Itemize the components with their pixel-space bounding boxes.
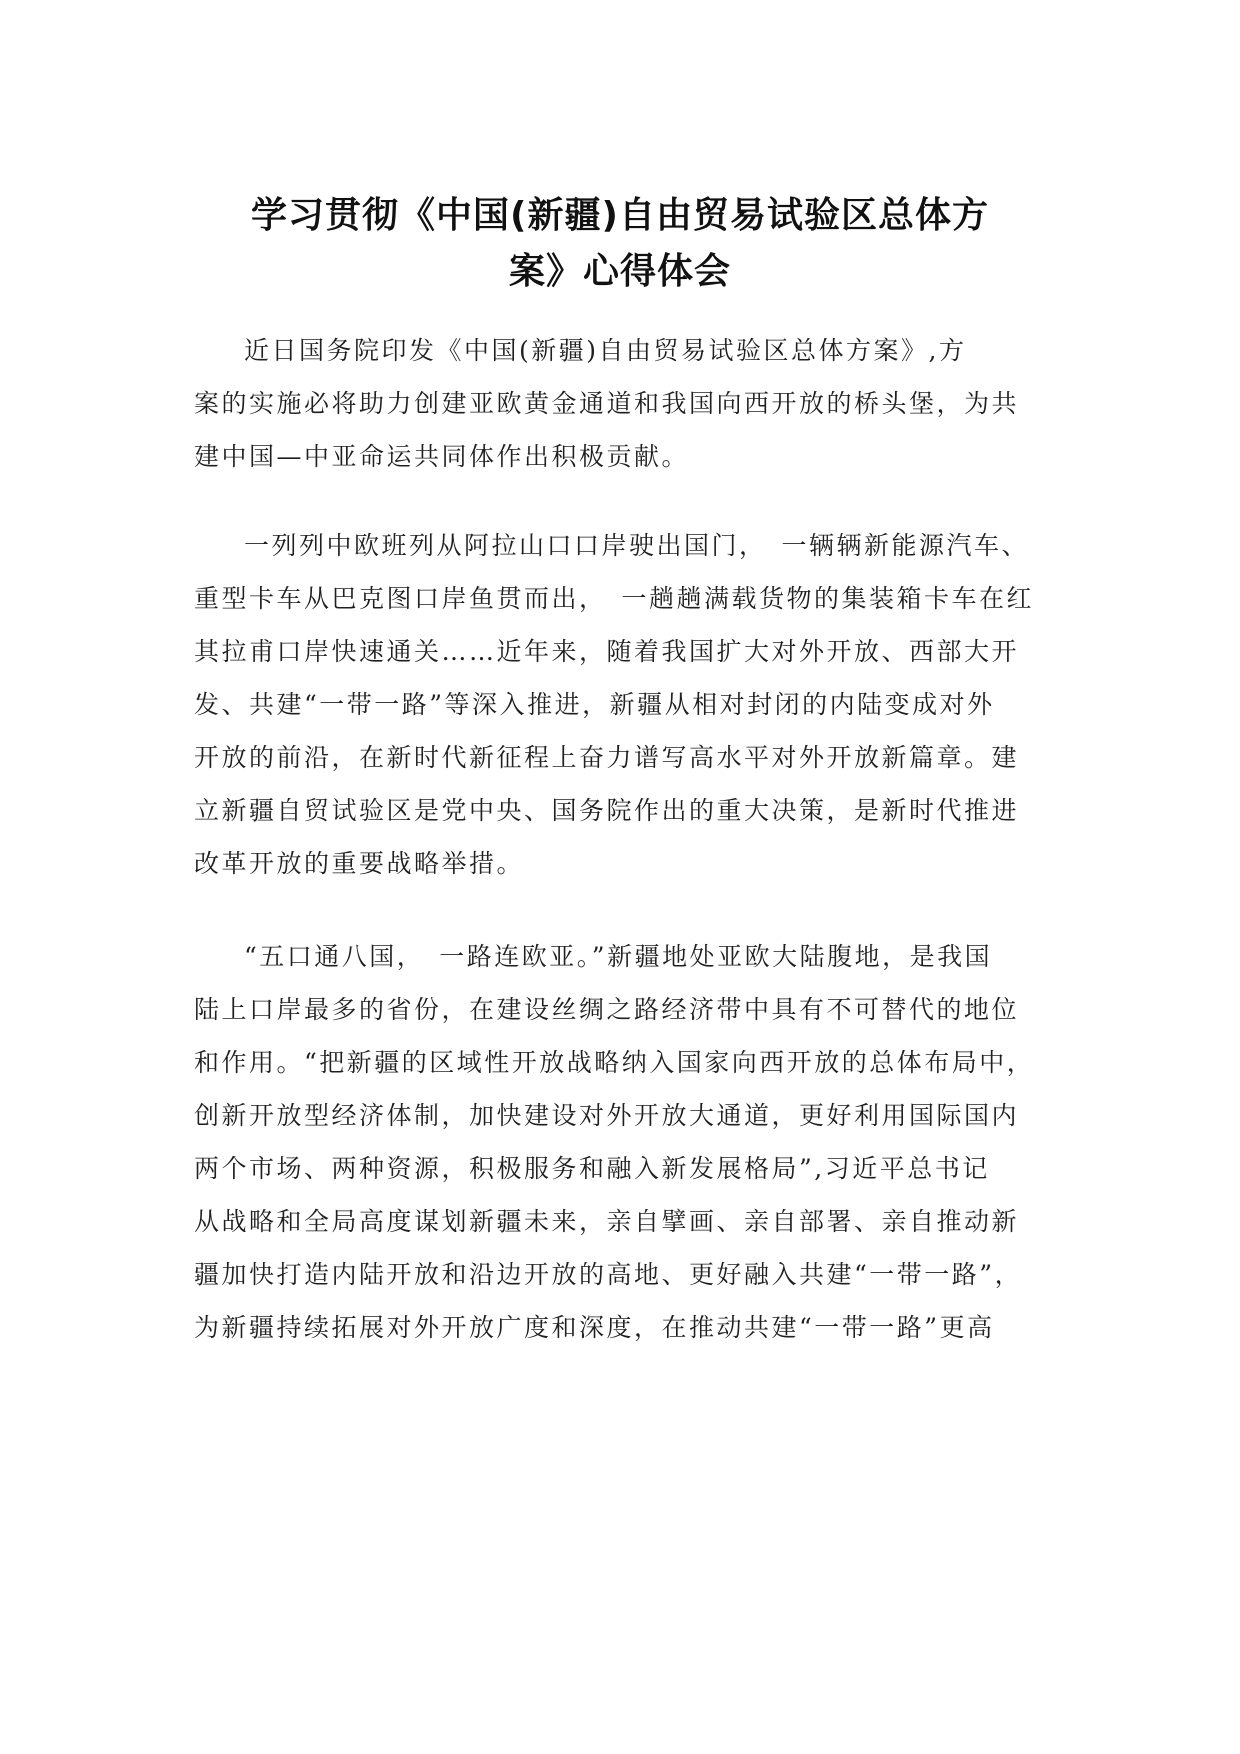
title-line: 案》心得体会 <box>508 251 731 292</box>
paragraph-line: 近日国务院印发《中国(新疆)自由贸易试验区总体方案》,方 <box>244 336 967 365</box>
paragraph-line: 案的实施必将助力创建亚欧黄金通道和我国向西开放的桥头堡，为共 <box>194 389 1020 418</box>
paragraph-2 <box>194 519 1054 890</box>
paragraph-line: 为新疆持续拓展对外开放广度和深度，在推动共建“一带一路”更高 <box>194 1313 995 1342</box>
paragraph-line: 重型卡车从巴克图口岸鱼贯而出， 一趟趟满载货物的集装箱卡车在红 <box>194 584 1035 613</box>
paragraph-1 <box>194 324 1054 483</box>
paragraph-line: 陆上口岸最多的省份，在建设丝绸之路经济带中具有不可替代的地位 <box>194 995 1020 1024</box>
paragraph-line: 立新疆自贸试验区是党中央、国务院作出的重大决策，是新时代推进 <box>194 796 1020 825</box>
paragraph-line: “五口通八国， 一路连欧亚。”新疆地处亚欧大陆腹地，是我国 <box>244 942 993 971</box>
paragraph-line: 创新开放型经济体制，加快建设对外开放大通道，更好利用国际国内 <box>194 1101 1020 1130</box>
paragraph-line: 开放的前沿，在新时代新征程上奋力谱写高水平对外开放新篇章。建 <box>194 743 1020 772</box>
page-title <box>150 188 1090 300</box>
title-line: 学习贯彻《中国(新疆)自由贸易试验区总体方 <box>251 195 989 236</box>
paragraph-line: 建中国—中亚命运共同体作出积极贡献。 <box>194 442 690 471</box>
paragraph-line: 一列列中欧班列从阿拉山口口岸驶出国门， 一辆辆新能源汽车、 <box>244 531 1030 560</box>
paragraph-line: 疆加快打造内陆开放和沿边开放的高地、更好融入共建“一带一路”， <box>194 1260 1023 1289</box>
paragraph-line: 发、共建“一带一路”等深入推进，新疆从相对封闭的内陆变成对外 <box>194 690 995 719</box>
paragraph-line: 和作用。“把新疆的区域性开放战略纳入国家向西开放的总体布局中， <box>194 1048 1035 1077</box>
paragraph-line: 其拉甫口岸快速通关……近年来，随着我国扩大对外开放、西部大开 <box>194 637 1020 666</box>
paragraph-line: 从战略和全局高度谋划新疆未来，亲自擘画、亲自部署、亲自推动新 <box>194 1207 1020 1236</box>
paragraph-3 <box>194 930 1054 1354</box>
paragraph-line: 两个市场、两种资源，积极服务和融入新发展格局”,习近平总书记 <box>194 1154 990 1183</box>
paragraph-line: 改革开放的重要战略举措。 <box>194 849 525 878</box>
